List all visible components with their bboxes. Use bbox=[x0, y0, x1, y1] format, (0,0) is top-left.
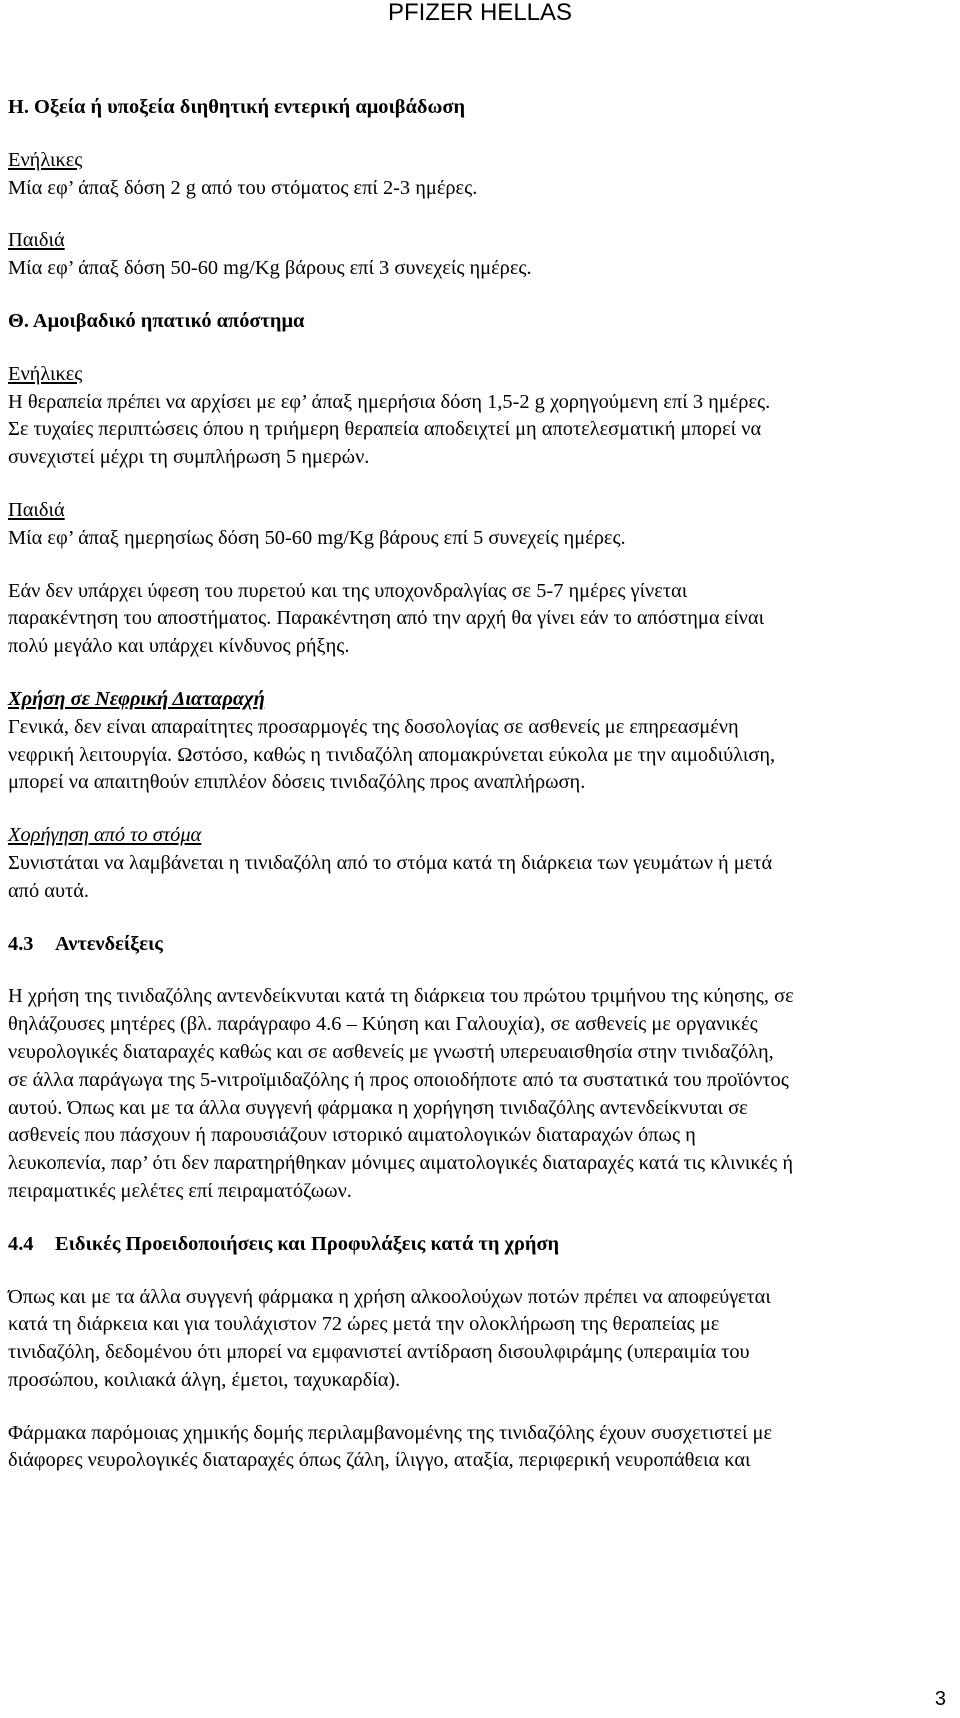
renal-line: Γενικά, δεν είναι απαραίτητες προσαρμογές της δοσολογίας σε ασθενείς με επηρεασμένη bbox=[8, 715, 739, 738]
section-4-3-line: νευρολογικές διαταραχές καθώς και σε ασθενείς με γνωστή υπερευαισθησία στην τινιδαζόλη, bbox=[8, 1040, 774, 1063]
section-4-4-title: Ειδικές Προειδοποιήσεις και Προφυλάξεις κατά τη χρήση bbox=[55, 1232, 560, 1255]
section-4-3-line: πειραματικές μελέτες επί πειραματόζωων. bbox=[8, 1179, 352, 1202]
oral-title: Χορήγηση από το στόμα bbox=[8, 824, 202, 847]
section-4-3-title: Αντενδείξεις bbox=[55, 932, 163, 955]
section-4-4-para1 bbox=[8, 1284, 953, 1395]
section-th-children-text: Μία εφ’ άπαξ ημερησίως δόση 50-60 mg/Kg βάρους επί 5 συνεχείς ημέρες. bbox=[8, 526, 626, 549]
section-4-4-line: τινιδαζόλη, δεδομένου ότι μπορεί να εμφανιστεί αντίδραση δισουλφιράμης (υπεραιμία του bbox=[8, 1341, 750, 1364]
section-h-children-label: Παιδιά bbox=[8, 229, 65, 252]
section-4-3-line: θηλάζουσες μητέρες (βλ. παράγραφο 4.6 – Κύηση και Γαλουχία), σε ασθενείς με οργανικές bbox=[8, 1013, 758, 1036]
section-th-children-label: Παιδιά bbox=[8, 498, 65, 521]
section-th-title: Θ. Αμοιβαδικό ηπατικό απόστημα bbox=[8, 309, 305, 332]
section-4-4-line: Όπως και με τα άλλα συγγενή φάρμακα η χρήση αλκοολούχων ποτών πρέπει να αποφεύγεται bbox=[8, 1285, 771, 1308]
section-th-note-line: Εάν δεν υπάρχει ύφεση του πυρετού και της υποχονδραλγίας σε 5-7 ημέρες γίνεται bbox=[8, 579, 688, 602]
section-h-adults-text: Μία εφ’ άπαξ δόση 2 g από του στόματος επί 2-3 ημέρες. bbox=[8, 176, 478, 199]
section-4-4-line: Φάρμακα παρόμοιας χημικής δομής περιλαμβανομένης της τινιδαζόλης έχουν συσχετιστεί με bbox=[8, 1421, 773, 1444]
section-4-3-line: ασθενείς που πάσχουν ή παρουσιάζουν ιστορικό αιματολογικών διαταραχών όπως η bbox=[8, 1124, 696, 1147]
oral-line: Συνιστάται να λαμβάνεται η τινιδαζόλη από το στόμα κατά τη διάρκεια των γευμάτων ή μετά bbox=[8, 851, 773, 874]
section-th-adults-line: Σε τυχαίες περιπτώσεις όπου η τριήμερη θεραπεία αποδειχτεί μη αποτελεσματική μπορεί να bbox=[8, 418, 762, 441]
page-header: PFIZER HELLAS bbox=[387, 0, 573, 26]
section-th-adults-label: Ενήλικες bbox=[8, 362, 83, 385]
section-4-3-line: Η χρήση της τινιδαζόλης αντενδείκνυται κατά τη διάρκεια του πρώτου τριμήνου της κύησης, σε bbox=[8, 985, 794, 1008]
section-4-4-heading bbox=[8, 1231, 953, 1259]
section-h-adults-label: Ενήλικες bbox=[8, 148, 83, 171]
section-th-adults-line: συνεχιστεί μέχρι τη συμπλήρωση 5 ημερών. bbox=[8, 446, 370, 469]
renal-title: Χρήση σε Νεφρική Διαταραχή bbox=[8, 687, 265, 710]
section-4-4-para2 bbox=[8, 1420, 953, 1476]
section-4-3-heading bbox=[8, 931, 953, 959]
renal-line: μπορεί να απαιτηθούν επιπλέον δόσεις τινιδαζόλης προς αναπλήρωση. bbox=[8, 771, 586, 794]
section-4-4-line: κατά τη διάρκεια και για τουλάχιστον 72 ώρες μετά την ολοκλήρωση της θεραπείας με bbox=[8, 1313, 720, 1336]
section-h-children-text: Μία εφ’ άπαξ δόση 50-60 mg/Kg βάρους επί 3 συνεχείς ημέρες. bbox=[8, 257, 532, 280]
section-4-3-line: αυτού. Όπως και με τα άλλα συγγενή φάρμακα η χορήγηση τινιδαζόλης αντενδείκνυται σε bbox=[8, 1096, 748, 1119]
section-4-3-line: λευκοπενία, παρ’ ότι δεν παρατηρήθηκαν μόνιμες αιματολογικές διαταραχές κατά τις κλινικές ή bbox=[8, 1152, 793, 1175]
section-4-3-line: σε άλλα παράγωγα της 5-νιτροϊμιδαζόλης ή προς οποιοδήποτε από τα συστατικά του προϊόντος bbox=[8, 1068, 789, 1091]
section-h-title: Η. Οξεία ή υποξεία διηθητική εντερική αμοιβάδωση bbox=[8, 96, 466, 118]
section-4-4-line: προσώπου, κοιλιακά άλγη, έμετοι, ταχυκαρδία). bbox=[8, 1368, 401, 1391]
section-4-4-line: διάφορες νευρολογικές διαταραχές όπως ζάλη, ίλιγγο, αταξία, περιφερική νευροπάθεια και bbox=[8, 1449, 751, 1472]
oral-line: από αυτά. bbox=[8, 879, 90, 902]
section-4-3-body bbox=[8, 983, 953, 1205]
section-th-note-line: πολύ μεγάλο και υπάρχει κίνδυνος ρήξης. bbox=[8, 635, 350, 658]
section-th-note-line: παρακέντηση του αποστήματος. Παρακέντηση από την αρχή θα γίνει εάν το απόστημα είναι bbox=[8, 607, 765, 630]
section-4-3-number: 4.3 bbox=[8, 932, 34, 955]
renal-line: νεφρική λειτουργία. Ωστόσο, καθώς η τινιδαζόλη απομακρύνεται εύκολα με την αιμοδιύλιση, bbox=[8, 743, 776, 766]
document-body bbox=[8, 94, 953, 1475]
page-number: 3 bbox=[934, 1688, 946, 1710]
section-th-adults-line: Η θεραπεία πρέπει να αρχίσει με εφ’ άπαξ ημερήσια δόση 1,5-2 g χορηγούμενη επί 3 ημέρες. bbox=[8, 390, 771, 413]
section-4-4-number: 4.4 bbox=[8, 1232, 34, 1255]
